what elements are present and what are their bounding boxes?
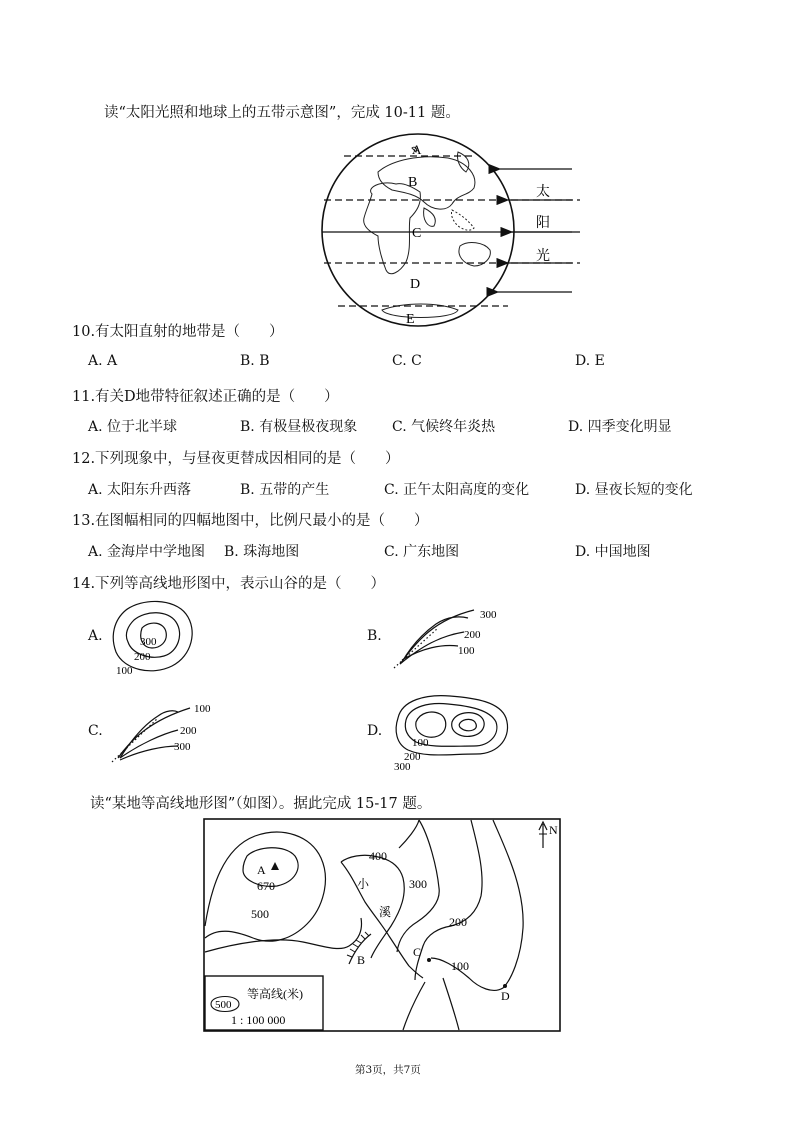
svg-text:300: 300 — [174, 741, 191, 753]
svg-text:100: 100 — [451, 959, 469, 973]
question-13-stem: 13.在图幅相同的四幅地图中，比例尺最小的是（ ） — [72, 513, 429, 529]
svg-text:300: 300 — [140, 636, 157, 648]
q12-option-d: D. 昼夜长短的变化 — [575, 482, 693, 498]
legend-label: 等高线(米) — [247, 987, 303, 1001]
sun-char: 光 — [536, 249, 550, 264]
svg-text:200: 200 — [180, 725, 197, 737]
q14-option-a-figure — [106, 596, 202, 678]
topo-map — [203, 818, 561, 1032]
zone-label-d: D — [410, 277, 421, 292]
svg-text:100: 100 — [194, 703, 211, 715]
q10-option-b: B. B — [240, 353, 270, 369]
svg-text:100: 100 — [458, 645, 475, 657]
svg-text:200: 200 — [404, 751, 421, 763]
question-10-stem: 10.有太阳直射的地带是（ ） — [72, 324, 284, 340]
q12-option-c: C. 正午太阳高度的变化 — [384, 482, 530, 498]
q11-option-c: C. 气候终年炎热 — [392, 419, 496, 435]
point-c: C — [413, 945, 422, 959]
q11-option-b: B. 有极昼极夜现象 — [240, 419, 358, 435]
peak-elevation: 670 — [257, 879, 275, 893]
question-11-stem: 11.有关D地带特征叙述正确的是（ ） — [72, 389, 339, 405]
q14-option-d-figure — [386, 688, 518, 772]
point-d: D — [501, 989, 510, 1003]
zone-label-a: A — [412, 142, 422, 157]
peak-label: A — [257, 863, 266, 877]
river-char: 小 — [357, 877, 370, 891]
svg-text:300: 300 — [480, 609, 497, 621]
question-12-stem: 12.下列现象中，与昼夜更替成因相同的是（ ） — [72, 451, 400, 467]
svg-text:200: 200 — [464, 629, 481, 641]
q13-option-c: C. 广东地图 — [384, 544, 460, 560]
legend-value: 500 — [215, 999, 232, 1011]
q12-option-a: A. 太阳东升西落 — [88, 482, 192, 498]
q11-option-a: A. 位于北半球 — [88, 419, 178, 435]
q10-option-a: A. A — [88, 353, 118, 369]
river-char: 溪 — [379, 905, 392, 919]
sun-char: 阳 — [536, 216, 550, 231]
question-14-stem: 14.下列等高线地形图中，表示山谷的是（ ） — [72, 576, 386, 592]
zone-label-c: C — [412, 226, 422, 241]
scale-label: 1 : 100 000 — [231, 1013, 286, 1027]
svg-text:200: 200 — [449, 915, 467, 929]
q14-option-a-label: A. — [88, 628, 103, 644]
q10-option-d: D. E — [575, 353, 605, 369]
svg-text:300: 300 — [409, 877, 427, 891]
q14-option-c-label: C. — [88, 723, 103, 739]
sun-char: 太 — [536, 185, 550, 200]
q13-option-a: A. 金海岸中学地图 — [88, 544, 206, 560]
q14-option-c-figure — [108, 698, 220, 768]
q13-option-d: D. 中国地图 — [575, 544, 651, 560]
zone-label-e: E — [406, 312, 415, 327]
q12-option-b: B. 五带的产生 — [240, 482, 330, 498]
q14-option-d-label: D. — [367, 723, 383, 739]
q11-option-d: D. 四季变化明显 — [568, 419, 672, 435]
svg-text:500: 500 — [251, 907, 269, 921]
q14-option-b-figure — [388, 602, 508, 672]
north-label: N — [549, 823, 558, 837]
svg-text:100: 100 — [412, 737, 429, 749]
svg-text:300: 300 — [394, 761, 411, 772]
point-b: B — [357, 953, 366, 967]
q14-option-b-label: B. — [367, 628, 382, 644]
intro-q10-11: 读“太阳光照和地球上的五带示意图”，完成 10-11 题。 — [104, 105, 460, 121]
zone-label-b: B — [408, 175, 418, 190]
svg-text:200: 200 — [134, 651, 151, 663]
page-footer: 第3页，共7页 — [355, 1064, 421, 1076]
svg-text:400: 400 — [369, 849, 387, 863]
q13-option-b: B. 珠海地图 — [224, 544, 300, 560]
intro-q15-17: 读“某地等高线地形图”（如图）。据此完成 15-17 题。 — [90, 796, 432, 812]
svg-text:100: 100 — [116, 665, 133, 677]
five-zones-figure — [308, 132, 580, 328]
q10-option-c: C. C — [392, 353, 422, 369]
